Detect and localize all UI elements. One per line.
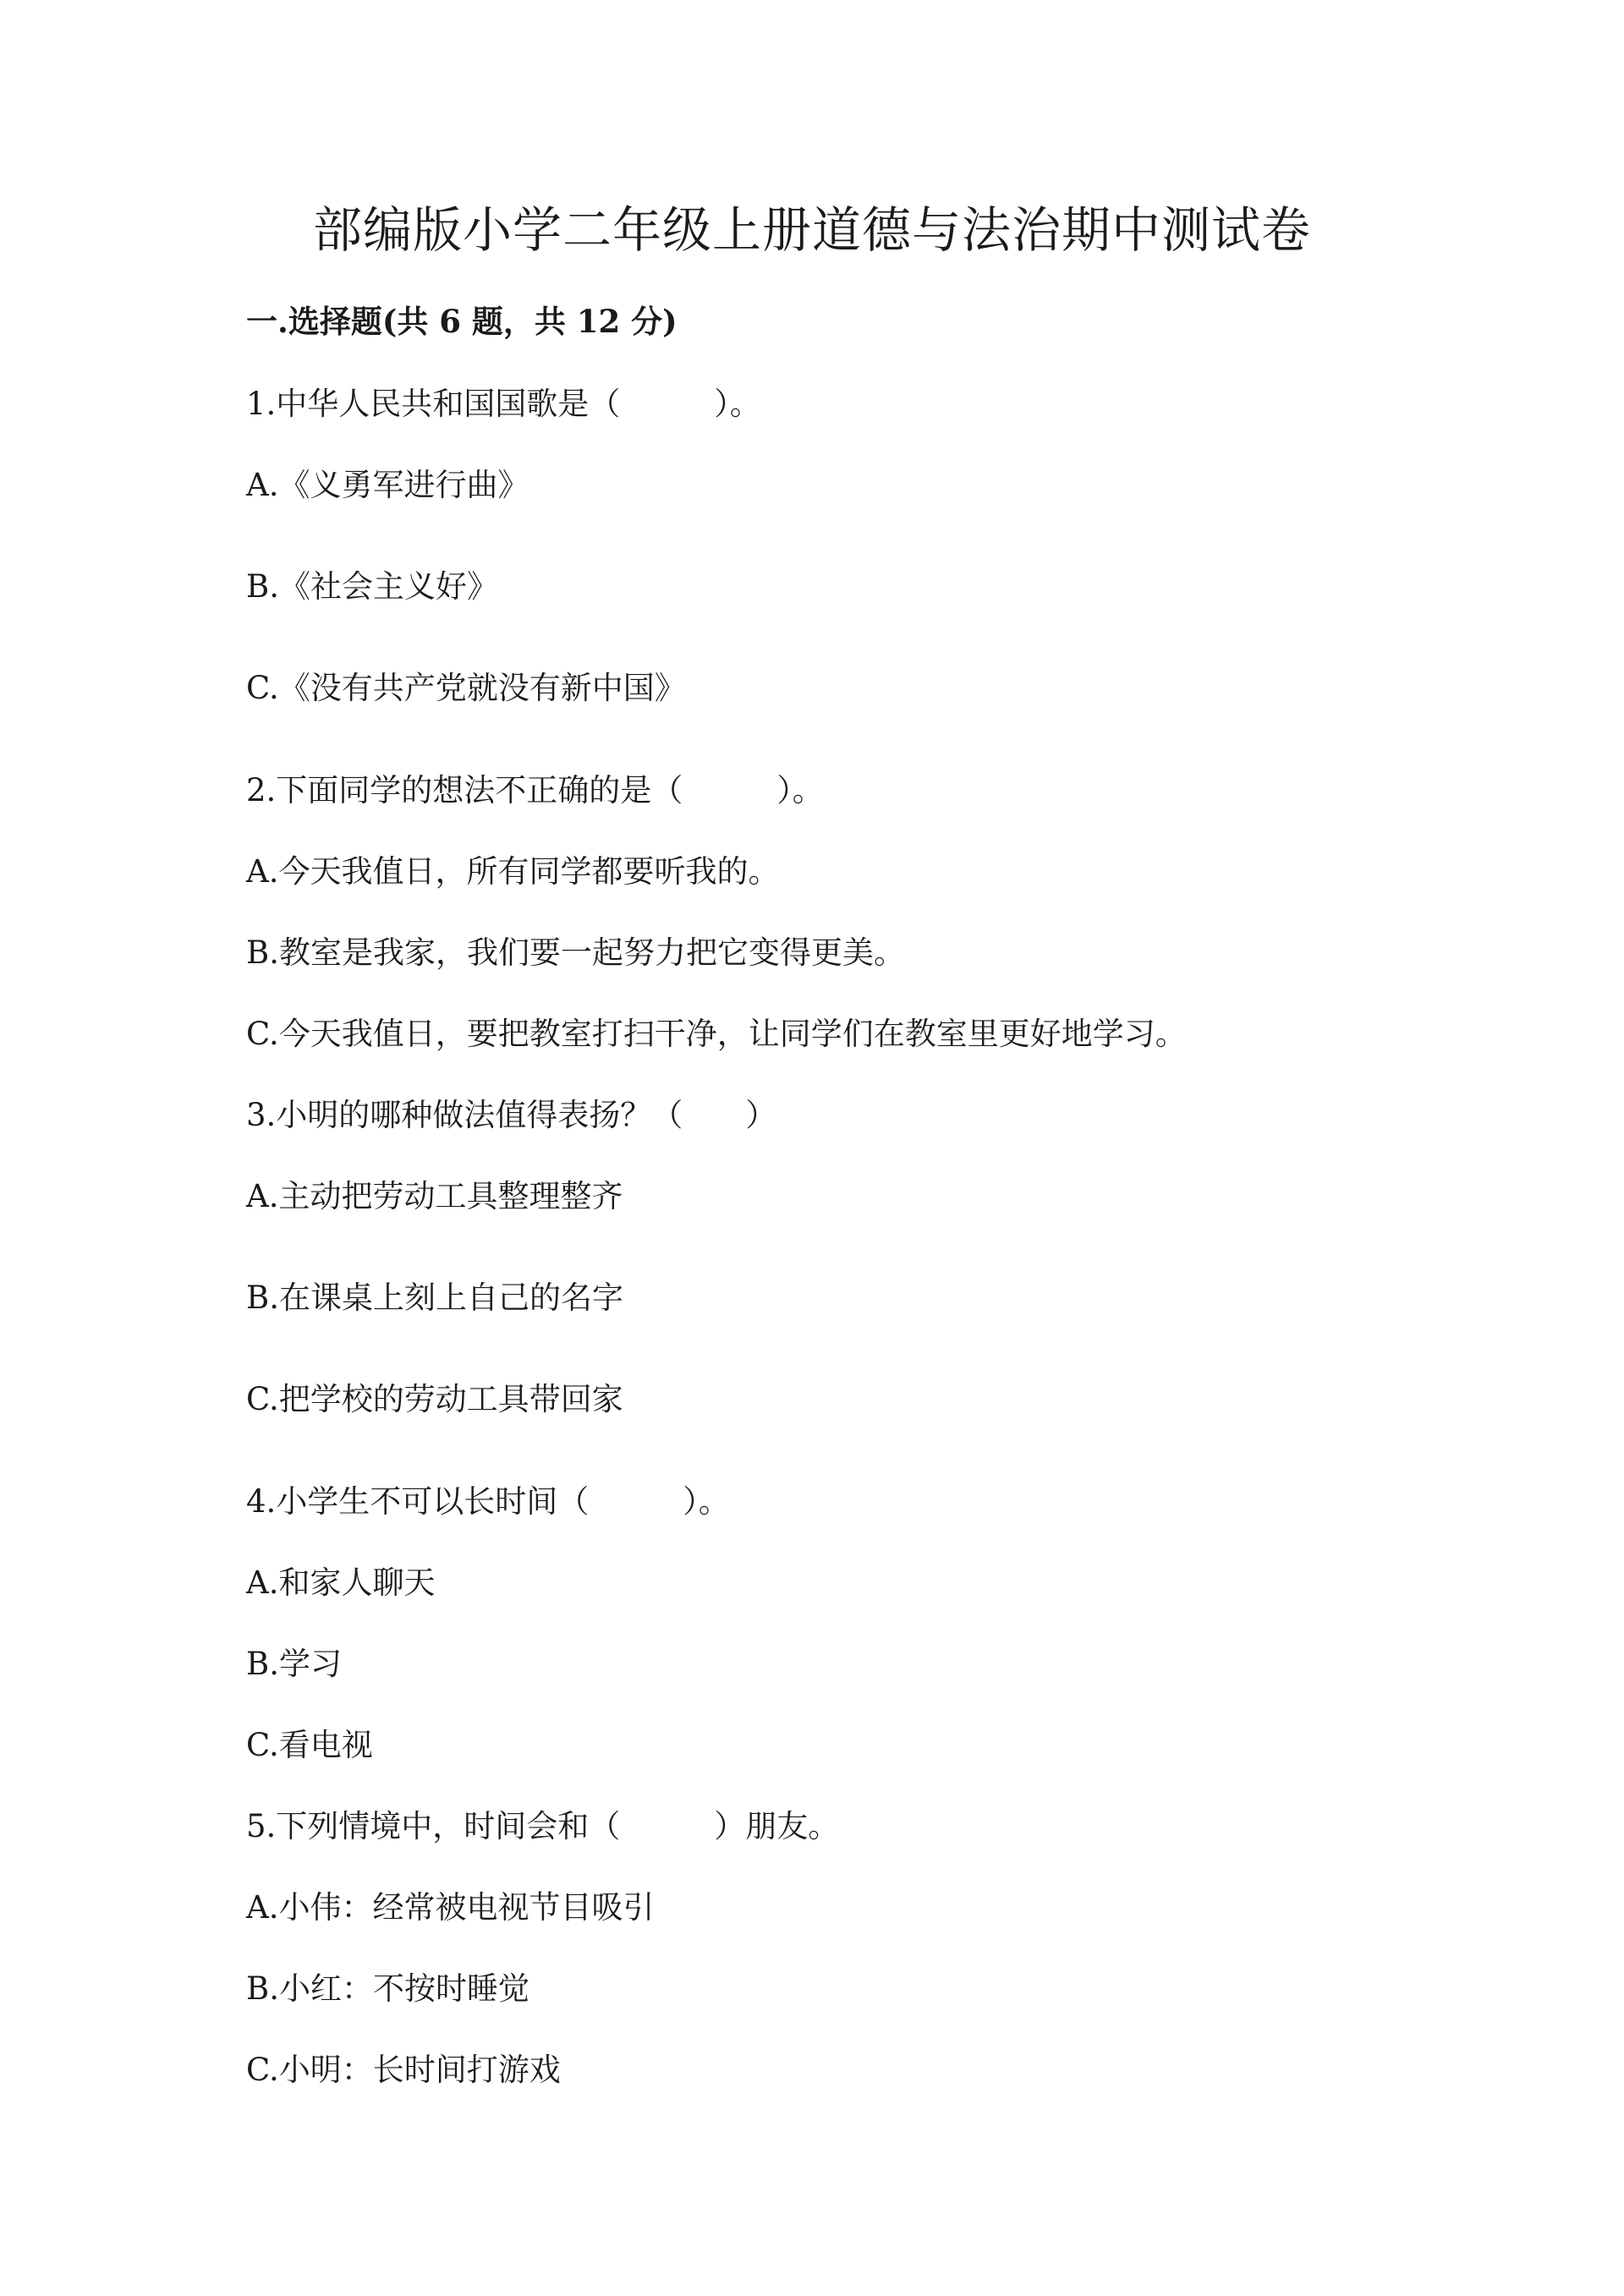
question-1-option-c: C.《没有共产党就没有新中国》 — [246, 670, 686, 706]
question-5-option-a: A.小伟：经常被电视节目吸引 — [246, 1889, 655, 1926]
section-heading: 一.选择题(共 6 题，共 12 分) — [246, 303, 678, 340]
question-1-option-b: B.《社会主义好》 — [246, 568, 498, 605]
question-5-option-b: B.小红：不按时睡觉 — [246, 1970, 529, 2007]
question-3-option-b: B.在课桌上刻上自己的名字 — [246, 1280, 623, 1316]
question-5-option-c: C.小明：长时间打游戏 — [246, 2052, 561, 2088]
question-2-option-c: C.今天我值日，要把教室打扫干净，让同学们在教室里更好地学习。 — [246, 1016, 1187, 1052]
question-5-text: 5.下列情境中，时间会和（ ）朋友。 — [246, 1808, 840, 1844]
question-3-option-a: A.主动把劳动工具整理整齐 — [246, 1178, 623, 1214]
question-1-option-a: A.《义勇军进行曲》 — [246, 467, 529, 503]
question-4-option-c: C.看电视 — [246, 1727, 373, 1763]
question-2-text: 2.下面同学的想法不正确的是（ ）。 — [246, 772, 824, 808]
exam-title: 部编版小学二年级上册道德与法治期中测试卷 — [312, 201, 1311, 259]
question-4-text: 4.小学生不可以长时间（ ）。 — [246, 1483, 730, 1520]
question-4-option-a: A.和家人聊天 — [246, 1564, 436, 1601]
question-2-option-a: A.今天我值日，所有同学都要听我的。 — [246, 853, 780, 890]
question-4-option-b: B.学习 — [246, 1646, 342, 1682]
question-3-option-c: C.把学校的劳动工具带回家 — [246, 1381, 623, 1417]
question-3-text: 3.小明的哪种做法值得表扬？（ ） — [246, 1097, 777, 1133]
question-2-option-b: B.教室是我家，我们要一起努力把它变得更美。 — [246, 934, 905, 971]
question-1-text: 1.中华人民共和国国歌是（ ）。 — [246, 386, 761, 422]
